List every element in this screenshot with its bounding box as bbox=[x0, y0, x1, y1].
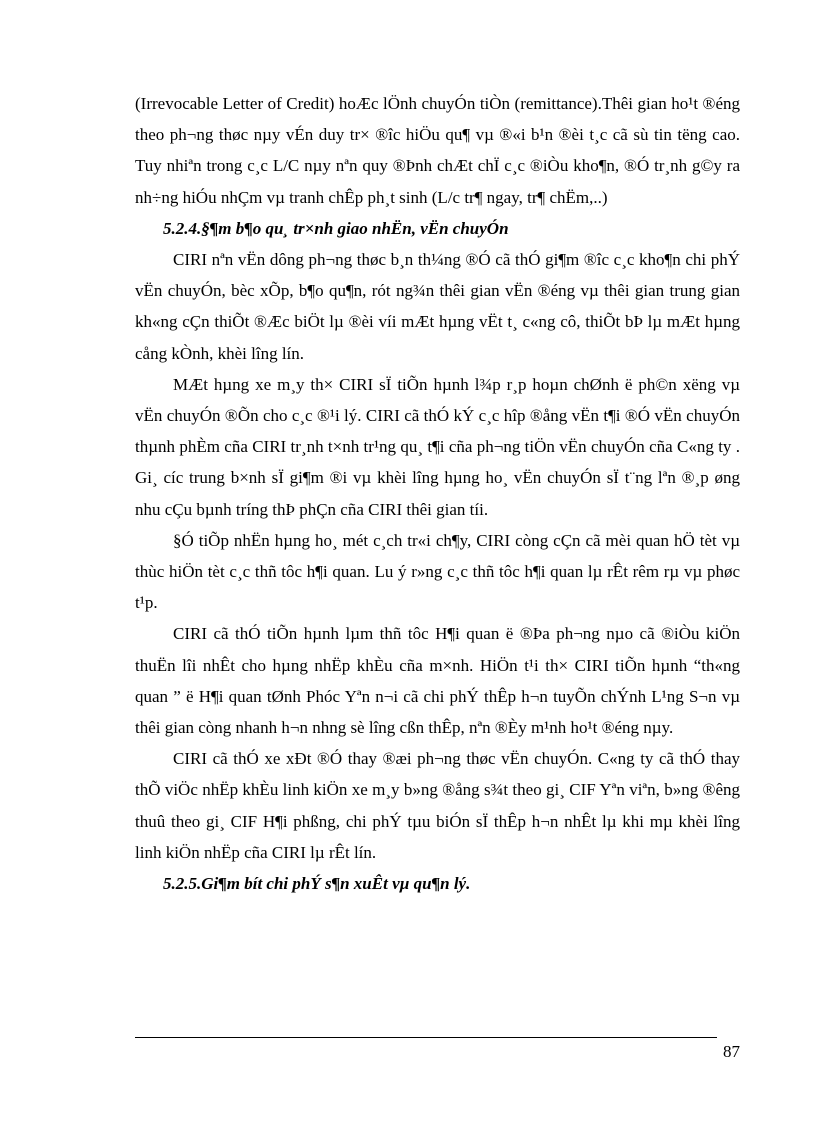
body-paragraph: CIRI nªn vËn dông ph¬ng thøc b¸n th¼ng ®Ó cã thÓ gi¶m ®îc c¸c kho¶n chi phÝ vËn chuyÓn, bèc xÕp, b¶o qu¶n, rót ng¾n thêi gian vËn ®éng vµ thêi gian trung gian kh«ng cÇn thiÕt ®Æc biÖt lµ ®èi víi mÆt hµng vËt t¸ c«ng cô, thiÕt bÞ lµ mÆt hµng cång kÒnh, khèi lîng lín. bbox=[135, 250, 740, 363]
page-body bbox=[135, 88, 740, 899]
body-paragraph: (Irrevocable Letter of Credit) hoÆc lÖnh chuyÓn tiÒn (remittance).Thêi gian ho¹t ®éng theo ph¬ng thøc nµy vÉn duy tr× ®îc hiÖu qu¶ vµ ®«i b¹n ®èi t¸c cã sù tin tëng cao. Tuy nhiªn trong c¸c L/C nµy nªn quy ®Þnh chÆt chÏ c¸c ®iÒu kho¶n, ®Ó tr¸nh g©y ra nh÷ng hiÓu nhÇm vµ tranh chÊp ph¸t sinh (L/c tr¶ ngay, tr¶ chËm,..) bbox=[135, 94, 740, 207]
section-heading: 5.2.5.Gi¶m bít chi phÝ s¶n xuÊt vµ qu¶n lý. bbox=[163, 874, 471, 894]
body-paragraph: CIRI cã thÓ xe xÐt ®Ó thay ®æi ph¬ng thøc vËn chuyÓn. C«ng ty cã thÓ thay thÕ viÖc nhËp khÈu linh kiÖn xe m¸y b»ng ®ång s¾t theo gi¸ CIF Yªn viªn, b»ng ®êng thuû theo gi¸ CIF H¶i phßng, chi phÝ tµu biÓn sÏ thÊp h¬n nhÊt lµ khi mµ khèi lîng linh kiÖn nhËp cña CIRI lµ rÊt lín. bbox=[135, 749, 740, 862]
body-paragraph: §Ó tiÕp nhËn hµng ho¸ mét c¸ch tr«i ch¶y, CIRI còng cÇn cã mèi quan hÖ tèt vµ thùc hiÖn tèt c¸c thñ tôc h¶i quan. Lu ý r»ng c¸c thñ tôc h¶i quan lµ rÊt rêm rµ vµ phøc t¹p. bbox=[135, 530, 740, 613]
section-heading: 5.2.4.§¶m b¶o qu¸ tr×nh giao nhËn, vËn chuyÓn bbox=[163, 218, 509, 238]
footer-rule bbox=[135, 1037, 717, 1038]
body-paragraph: CIRI cã thÓ tiÕn hµnh lµm thñ tôc H¶i quan ë ®Þa ph¬ng nµo cã ®iÒu kiÖn thuËn lîi nhÊt cho hµng nhËp khÈu cña m×nh. HiÖn t¹i th× CIRI tiÕn hµnh “th«ng quan ” ë H¶i quan tØnh Phóc Yªn n¬i cã chi phÝ thÊp h¬n tuyÕn chÝnh L¹ng S¬n vµ thêi gian còng nhanh h¬n nhng sè lîng cßn thÊp, nªn ®Èy m¹nh ho¹t ®éng nµy. bbox=[135, 624, 740, 738]
page-number: 87 bbox=[723, 1042, 740, 1061]
body-paragraph: MÆt hµng xe m¸y th× CIRI sÏ tiÕn hµnh l¾p r¸p hoµn chØnh ë ph©n xëng vµ vËn chuyÓn ®Õn cho c¸c ®¹i lý. CIRI cã thÓ kÝ c¸c hîp ®ång vËn t¶i ®Ó vËn chuyÓn thµnh phÈm cña CIRI tr¸nh t×nh tr¹ng qu¸ t¶i cña ph¬ng tiÖn vËn chuyÓn cña C«ng ty . Gi¸ cíc trung b×nh sÏ gi¶m ®i vµ khèi lîng hµng ho¸ vËn chuyÓn sÏ t¨ng lªn ®¸p øng nhu cÇu bµnh tríng thÞ phÇn cña CIRI thêi gian tíi. bbox=[135, 374, 740, 519]
